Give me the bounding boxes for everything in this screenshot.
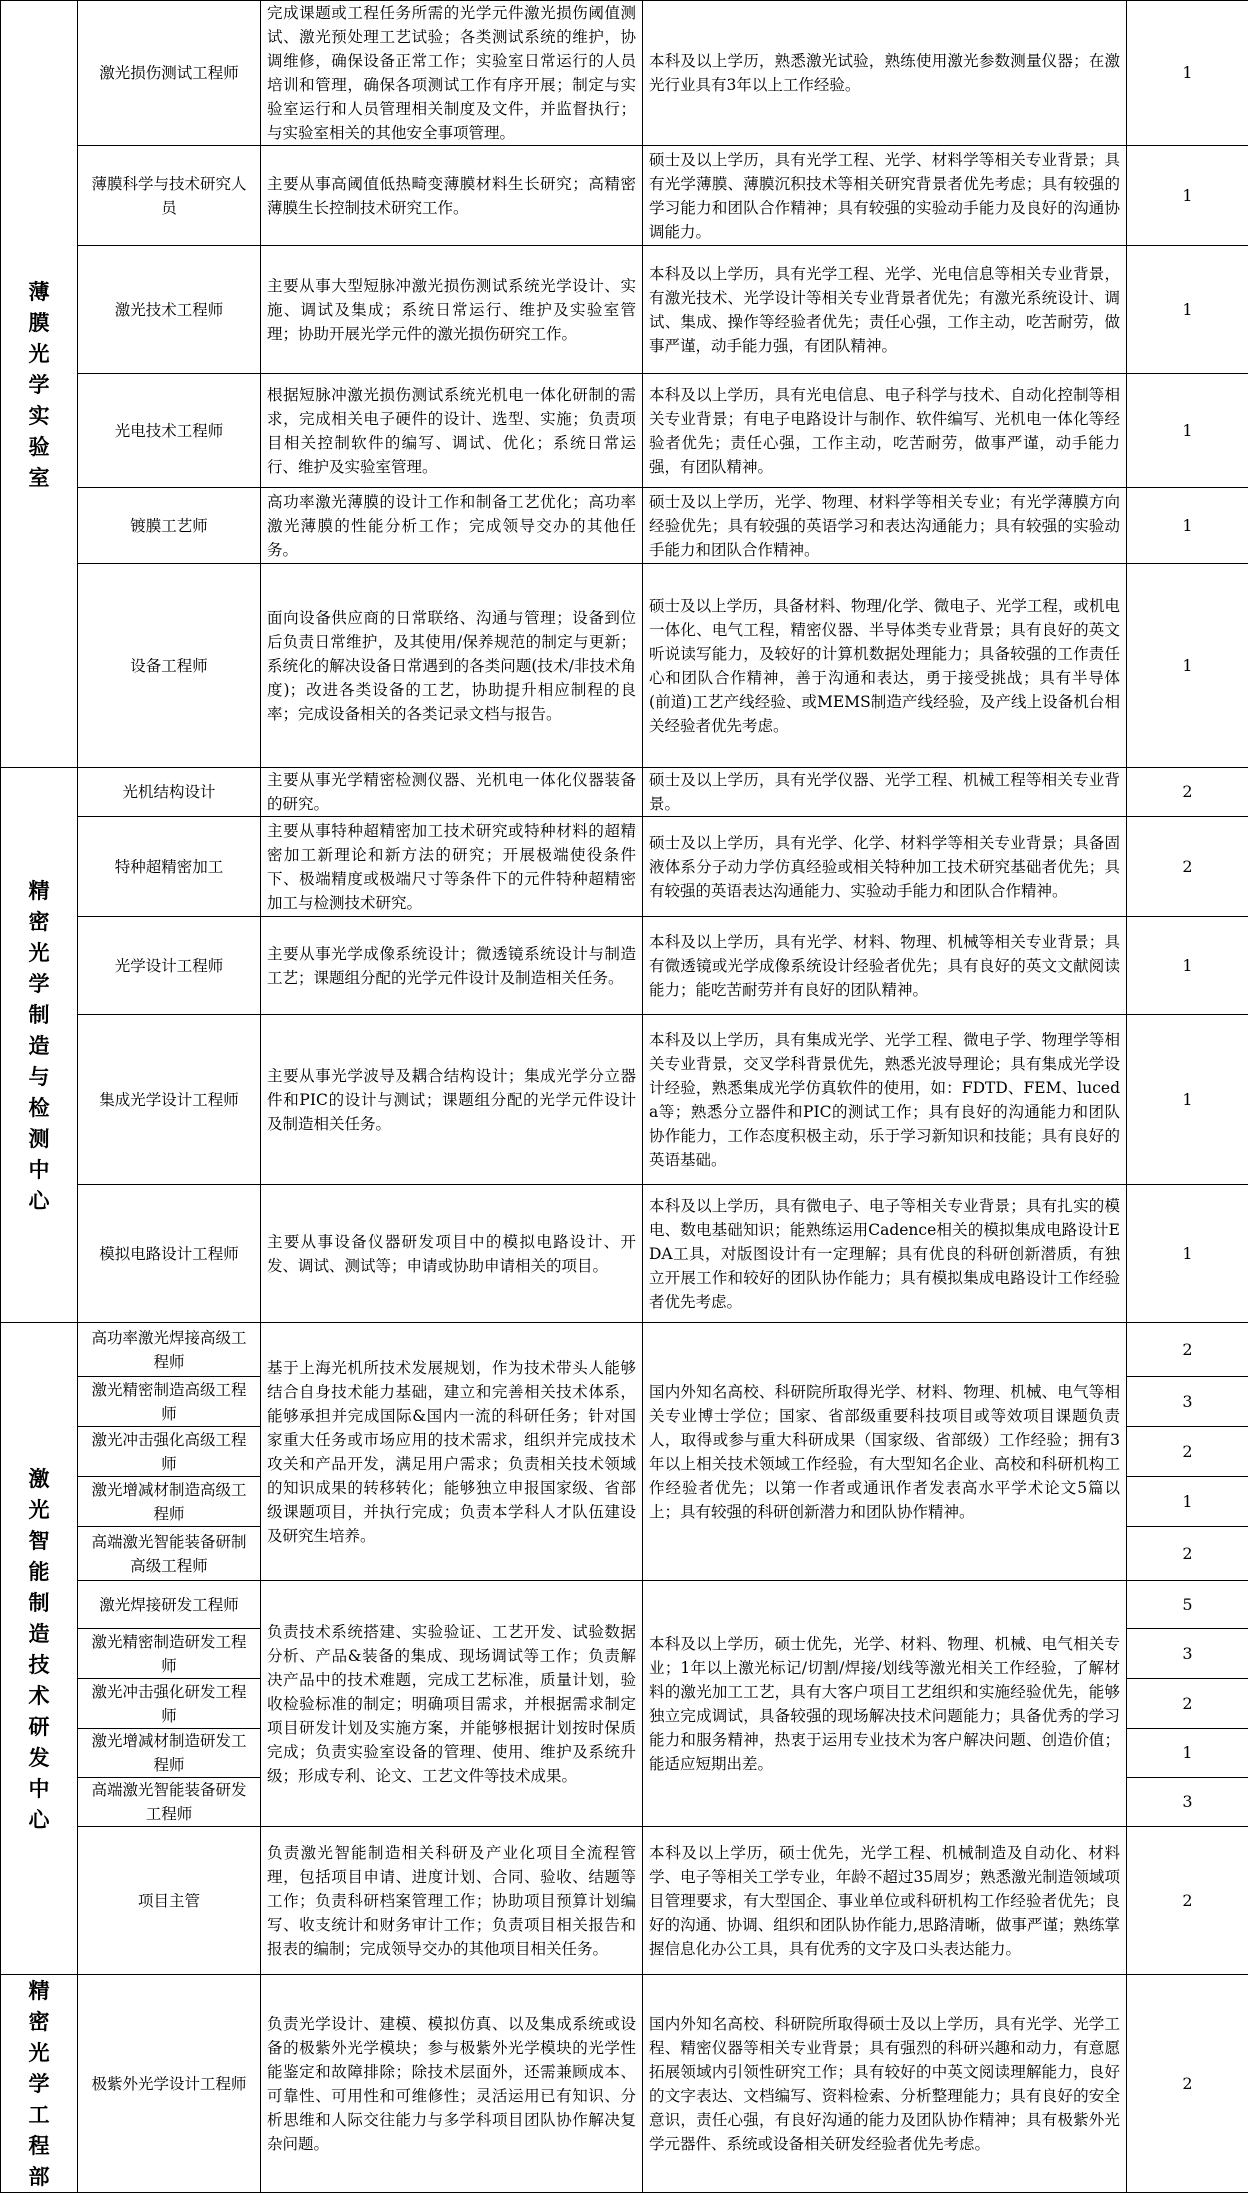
job-duties: 基于上海光机所技术发展规划，作为技术带头人能够结合自身技术能力基础，建立和完善相关技术体系，能够承担并完成国际&国内一流的科研任务；针对国家重大任务或市场应用的技术需求，组织并完成技术攻关和产品开发，满足用户需求；负责相关技术领域的知识成果的转移转化；能够独立申报国家级、省部级课题项目，并执行完成；负责本学科人才队伍建设及研究生培养。 — [261, 1323, 643, 1581]
job-duties: 面向设备供应商的日常联络、沟通与管理；设备到位后负责日常维护，及其使用/保养规范的制定与更新；系统化的解决设备日常遇到的各类问题(技术/非技术角度)；改进各类设备的工艺，协助提升相应制程的良率；完成设备相关的各类记录文档与报告。 — [261, 564, 643, 768]
job-requirements: 本科及以上学历，具有光学工程、光学、光电信息等相关专业背景，有激光技术、光学设计等相关专业背景者优先；有激光系统设计、调试、集成、操作等经验者优先；责任心强，工作主动，吃苦耐劳，做事严谨，动手能力强，有团队精神。 — [643, 246, 1127, 374]
job-requirements: 硕士及以上学历，具有光学仪器、光学工程、机械工程等相关专业背景。 — [643, 768, 1127, 817]
position-title: 项目主管 — [78, 1827, 261, 1975]
position-title: 极紫外光学设计工程师 — [78, 1975, 261, 2193]
job-requirements: 本科及以上学历，具有微电子、电子等相关专业背景；具有扎实的模电、数电基础知识；能熟练运用Cadence相关的模拟集成电路设计EDA工具，对版图设计有一定理解；具有优良的科研创新潜质，有独立开展工作和较好的团队协作能力；具有模拟集成电路设计工作经验者优先考虑。 — [643, 1185, 1127, 1323]
job-requirements: 本科及以上学历，硕士优先，光学、材料、物理、机械、电气相关专业；1年以上激光标记/切割/焊接/划线等激光相关工作经验，了解材料的激光加工工艺，具有大客户项目工艺组织和实施经验优先，能够独立完成调试，具备较强的现场解决技术问题能力；具备优秀的学习能力和服务精神，热衷于运用专业技术为客户解决问题、创造价值；能适应短期出差。 — [643, 1581, 1127, 1827]
headcount: 2 — [1127, 817, 1248, 917]
headcount: 2 — [1127, 1527, 1248, 1581]
position-title: 集成光学设计工程师 — [78, 1015, 261, 1185]
department-cell — [1, 1323, 78, 1975]
department-name: 激光智能制造技术研发中心 — [26, 1463, 51, 1835]
job-duties: 根据短脉冲激光损伤测试系统光机电一体化研制的需求，完成相关电子硬件的设计、选型、实施；负责项目相关控制软件的编写、调试、优化；系统日常运行、维护及实验室管理。 — [261, 374, 643, 488]
headcount: 2 — [1127, 1679, 1248, 1729]
job-requirements: 国内外知名高校、科研院所取得硕士及以上学历，具有光学、光学工程、精密仪器等相关专业背景；具有强烈的科研兴趣和动力，有意愿拓展领域内引领性研究工作；具有较好的中英文阅读理解能力，良好的文字表达、文档编写、资料检索、分析整理能力；具有良好的安全意识，责任心强，有良好沟通的能力及团队协作精神；具有极紫外光学元器件、系统或设备相关研发经验者优先考虑。 — [643, 1975, 1127, 2193]
job-duties: 高功率激光薄膜的设计工作和制备工艺优化；高功率激光薄膜的性能分析工作；完成领导交办的其他任务。 — [261, 488, 643, 564]
headcount: 1 — [1127, 246, 1248, 374]
job-duties: 负责光学设计、建模、模拟仿真、以及集成系统或设备的极紫外光学模块；参与极紫外光学模块的光学性能鉴定和故障排除；除技术层面外，还需兼顾成本、可靠性、可用性和可维修性；灵活运用已有知识、分析思维和人际交往能力与多学科项目团队协作解决复杂问题。 — [261, 1975, 643, 2193]
job-requirements: 硕士及以上学历，具备材料、物理/化学、微电子、光学工程，或机电一体化、电气工程，精密仪器、半导体类专业背景；具有良好的英文听说读写能力，及较好的计算机数据处理能力；具备较强的工作责任心和团队合作精神，善于沟通和表达，勇于接受挑战；具有半导体(前道)工艺产线经验、或MEMS制造产线经验，及产线上设备机台相关经验者优先考虑。 — [643, 564, 1127, 768]
position-title: 特种超精密加工 — [78, 817, 261, 917]
position-title: 激光技术工程师 — [78, 246, 261, 374]
department-cell — [1, 768, 78, 1323]
position-title: 激光增减材制造高级工程师 — [78, 1477, 261, 1527]
department-name: 薄膜光学实验室 — [26, 276, 51, 493]
headcount: 2 — [1127, 1827, 1248, 1975]
position-title: 激光损伤测试工程师 — [78, 1, 261, 146]
job-requirements: 本科及以上学历，具有光学、材料、物理、机械等相关专业背景；具有微透镜或光学成像系统设计经验者优先；具有良好的英文文献阅读能力；能吃苦耐劳并有良好的团队精神。 — [643, 917, 1127, 1015]
headcount: 5 — [1127, 1581, 1248, 1629]
headcount: 1 — [1127, 1, 1248, 146]
position-title: 光电技术工程师 — [78, 374, 261, 488]
position-title: 高端激光智能装备研制高级工程师 — [78, 1527, 261, 1581]
position-title: 设备工程师 — [78, 564, 261, 768]
position-title: 激光冲击强化高级工程师 — [78, 1427, 261, 1477]
position-title: 激光增减材制造研发工程师 — [78, 1729, 261, 1778]
job-requirements: 硕士及以上学历，光学、物理、材料学等相关专业；有光学薄膜方向经验优先；具有较强的英语学习和表达沟通能力；具有较强的实验动手能力和团队合作精神。 — [643, 488, 1127, 564]
headcount: 1 — [1127, 374, 1248, 488]
position-title: 光机结构设计 — [78, 768, 261, 817]
job-requirements: 本科及以上学历，具有集成光学、光学工程、微电子学、物理学等相关专业背景，交叉学科背景优先，熟悉光波导理论；具有集成光学设计经验，熟悉集成光学仿真软件的使用，如：FDTD、FEM、luceda等；熟悉分立器件和PIC的测试工作；具有良好的沟通能力和团队协作能力，工作态度积极主动，乐于学习新知识和技能；具有良好的英语基础。 — [643, 1015, 1127, 1185]
headcount: 1 — [1127, 564, 1248, 768]
job-duties: 完成课题或工程任务所需的光学元件激光损伤阈值测试、激光预处理工艺试验；各类测试系统的维护，协调维修，确保设备正常工作；实验室日常运行的人员培训和管理，确保各项测试工作有序开展；制定与实验室运行和人员管理相关制度及文件，并监督执行；与实验室相关的其他安全事项管理。 — [261, 1, 643, 146]
headcount: 3 — [1127, 1778, 1248, 1827]
job-requirements: 本科及以上学历，硕士优先，光学工程、机械制造及自动化、材料学、电子等相关工学专业，年龄不超过35周岁；熟悉激光制造领域项目管理要求，有大型国企、事业单位或科研机构工作经验者优先；良好的沟通、协调、组织和团队协作能力,思路清晰，做事严谨；熟练掌握信息化办公工具，具有优秀的文字及口头表达能力。 — [643, 1827, 1127, 1975]
position-title: 薄膜科学与技术研究人员 — [78, 146, 261, 246]
job-duties: 主要从事设备仪器研发项目中的模拟电路设计、开发、调试、测试等；申请或协助申请相关的项目。 — [261, 1185, 643, 1323]
headcount: 2 — [1127, 768, 1248, 817]
position-title: 高端激光智能装备研发工程师 — [78, 1778, 261, 1827]
job-requirements: 本科及以上学历，熟悉激光试验，熟练使用激光参数测量仪器；在激光行业具有3年以上工作经验。 — [643, 1, 1127, 146]
headcount: 2 — [1127, 1427, 1248, 1477]
position-title: 激光焊接研发工程师 — [78, 1581, 261, 1629]
position-title: 镀膜工艺师 — [78, 488, 261, 564]
job-requirements: 本科及以上学历，具有光电信息、电子科学与技术、自动化控制等相关专业背景；有电子电路设计与制作、软件编写、光机电一体化等经验者优先；责任心强，工作主动，吃苦耐劳，做事严谨，动手能力强，有团队精神。 — [643, 374, 1127, 488]
position-title: 激光冲击强化研发工程师 — [78, 1679, 261, 1729]
department-name: 精密光学工程部 — [26, 1975, 51, 2192]
job-requirements: 国内外知名高校、科研院所取得光学、材料、物理、机械、电气等相关专业博士学位；国家、省部级重要科技项目或等效项目课题负责人，取得或参与重大科研成果（国家级、省部级）工作经验；拥有3年以上相关技术领域工作经验，有大型知名企业、高校和科研机构工作经验者优先；以第一作者或通讯作者发表高水平学术论文5篇以上；具有较强的科研创新潜力和团队协作精神。 — [643, 1323, 1127, 1581]
department-cell — [1, 1, 78, 768]
headcount: 1 — [1127, 146, 1248, 246]
department-name: 精密光学制造与检测中心 — [26, 875, 51, 1216]
position-title: 光学设计工程师 — [78, 917, 261, 1015]
headcount: 1 — [1127, 1729, 1248, 1778]
job-duties: 主要从事光学精密检测仪器、光机电一体化仪器装备的研究。 — [261, 768, 643, 817]
position-title: 激光精密制造研发工程师 — [78, 1629, 261, 1679]
job-duties: 主要从事光学成像系统设计；微透镜系统设计与制造工艺；课题组分配的光学元件设计及制造相关任务。 — [261, 917, 643, 1015]
headcount: 1 — [1127, 1477, 1248, 1527]
position-title: 高功率激光焊接高级工程师 — [78, 1323, 261, 1377]
position-title: 模拟电路设计工程师 — [78, 1185, 261, 1323]
headcount: 2 — [1127, 1323, 1248, 1377]
headcount: 3 — [1127, 1377, 1248, 1427]
headcount: 3 — [1127, 1629, 1248, 1679]
job-duties: 主要从事光学波导及耦合结构设计；集成光学分立器件和PIC的设计与测试；课题组分配的光学元件设计及制造相关任务。 — [261, 1015, 643, 1185]
headcount: 2 — [1127, 1975, 1248, 2193]
headcount: 1 — [1127, 488, 1248, 564]
headcount: 1 — [1127, 1185, 1248, 1323]
job-requirements: 硕士及以上学历，具有光学工程、光学、材料学等相关专业背景；具有光学薄膜、薄膜沉积技术等相关研究背景者优先考虑；具有较强的学习能力和团队合作精神；具有较强的实验动手能力及良好的沟通协调能力。 — [643, 146, 1127, 246]
department-cell — [1, 1975, 78, 2193]
job-duties: 负责技术系统搭建、实验验证、工艺开发、试验数据分析、产品&装备的集成、现场调试等工作；负责解决产品中的技术难题，完成工艺标准，质量计划，验收检验标准的制定；明确项目需求，并根据需求制定项目研发计划及实施方案，并能够根据计划按时保质完成；负责实验室设备的管理、使用、维护及系统升级；形成专利、论文、工艺文件等技术成果。 — [261, 1581, 643, 1827]
position-title: 激光精密制造高级工程师 — [78, 1377, 261, 1427]
job-requirements: 硕士及以上学历，具有光学、化学、材料学等相关专业背景；具备固液体系分子动力学仿真经验或相关特种加工技术研究基础者优先；具有较强的英语表达沟通能力、实验动手能力和团队合作精神。 — [643, 817, 1127, 917]
job-duties: 主要从事特种超精密加工技术研究或特种材料的超精密加工新理论和新方法的研究；开展极端使役条件下、极端精度或极端尺寸等条件下的元件特种超精密加工与检测技术研究。 — [261, 817, 643, 917]
job-duties: 主要从事高阈值低热畸变薄膜材料生长研究；高精密薄膜生长控制技术研究工作。 — [261, 146, 643, 246]
job-duties: 主要从事大型短脉冲激光损伤测试系统光学设计、实施、调试及集成；系统日常运行、维护及实验室管理；协助开展光学元件的激光损伤研究工作。 — [261, 246, 643, 374]
headcount: 1 — [1127, 917, 1248, 1015]
job-duties: 负责激光智能制造相关科研及产业化项目全流程管理，包括项目申请、进度计划、合同、验收、结题等工作；负责科研档案管理工作；协助项目预算计划编写、收支统计和财务审计工作；负责项目相关报告和报表的编制；完成领导交办的其他项目相关任务。 — [261, 1827, 643, 1975]
headcount: 1 — [1127, 1015, 1248, 1185]
